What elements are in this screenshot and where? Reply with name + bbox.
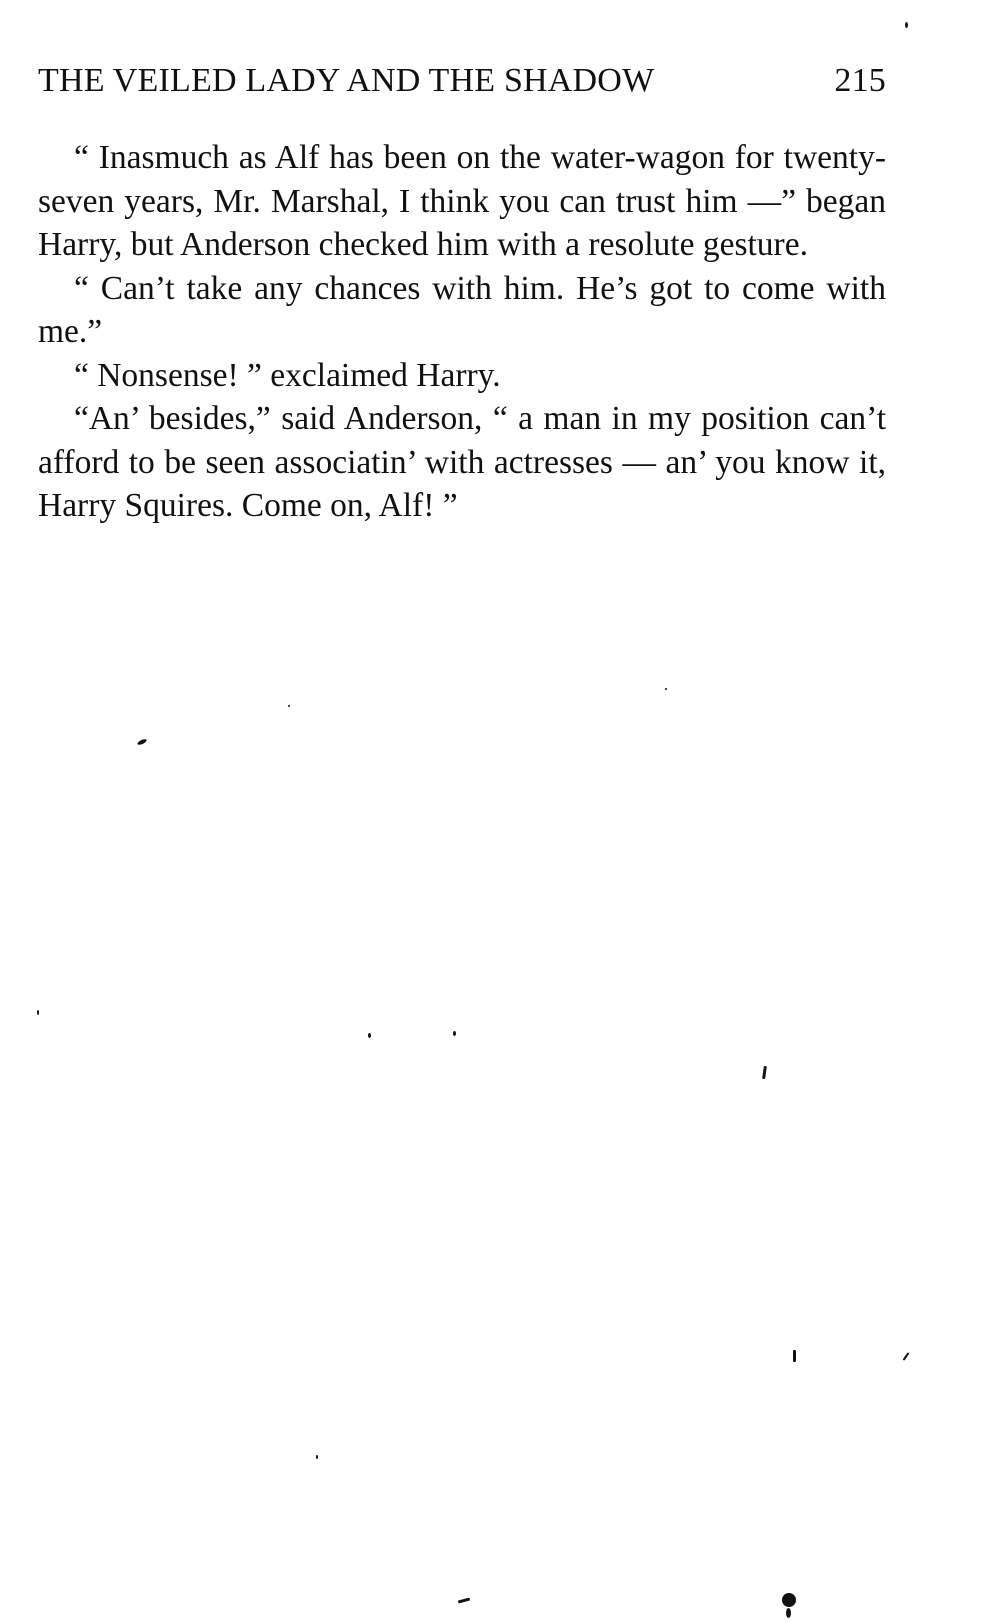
- running-header: [38, 62, 886, 112]
- scan-speck: [782, 1593, 796, 1607]
- body-text: [38, 136, 886, 528]
- paragraph-1: “ Inasmuch as Alf has been on the water-wagon for twenty-seven years, Mr. Marshal, I think you can trust him —” began Harry, but Anderson checked him with a resolute gesture.: [38, 139, 886, 263]
- scan-speck: [37, 1010, 39, 1015]
- scan-speck: [458, 1597, 470, 1603]
- scan-speck: [905, 22, 908, 28]
- paragraph-2: “ Can’t take any chances with him. He’s got to come with me.”: [38, 269, 886, 350]
- scan-speck: [368, 1033, 371, 1038]
- scan-speck: [665, 688, 667, 690]
- scan-speck: [762, 1066, 767, 1079]
- chapter-title: THE VEILED LADY AND THE SHADOW: [38, 62, 655, 99]
- scan-speck: [786, 1608, 791, 1618]
- scan-speck: [903, 1352, 910, 1361]
- paragraph-3: “ Nonsense! ” exclaimed Harry.: [74, 356, 501, 394]
- paragraph-4: “An’ besides,” said Anderson, “ a man in my position can’t afford to be seen associatin’ with actresses — an’ you know it, Harry Squires. Come on, Alf! ”: [38, 400, 886, 524]
- scan-speck: [793, 1350, 796, 1362]
- scan-speck: [316, 1455, 318, 1459]
- page-number: 215: [834, 62, 886, 99]
- scan-speck: [288, 705, 290, 707]
- scan-speck: [137, 738, 148, 746]
- scan-speck: [453, 1031, 456, 1036]
